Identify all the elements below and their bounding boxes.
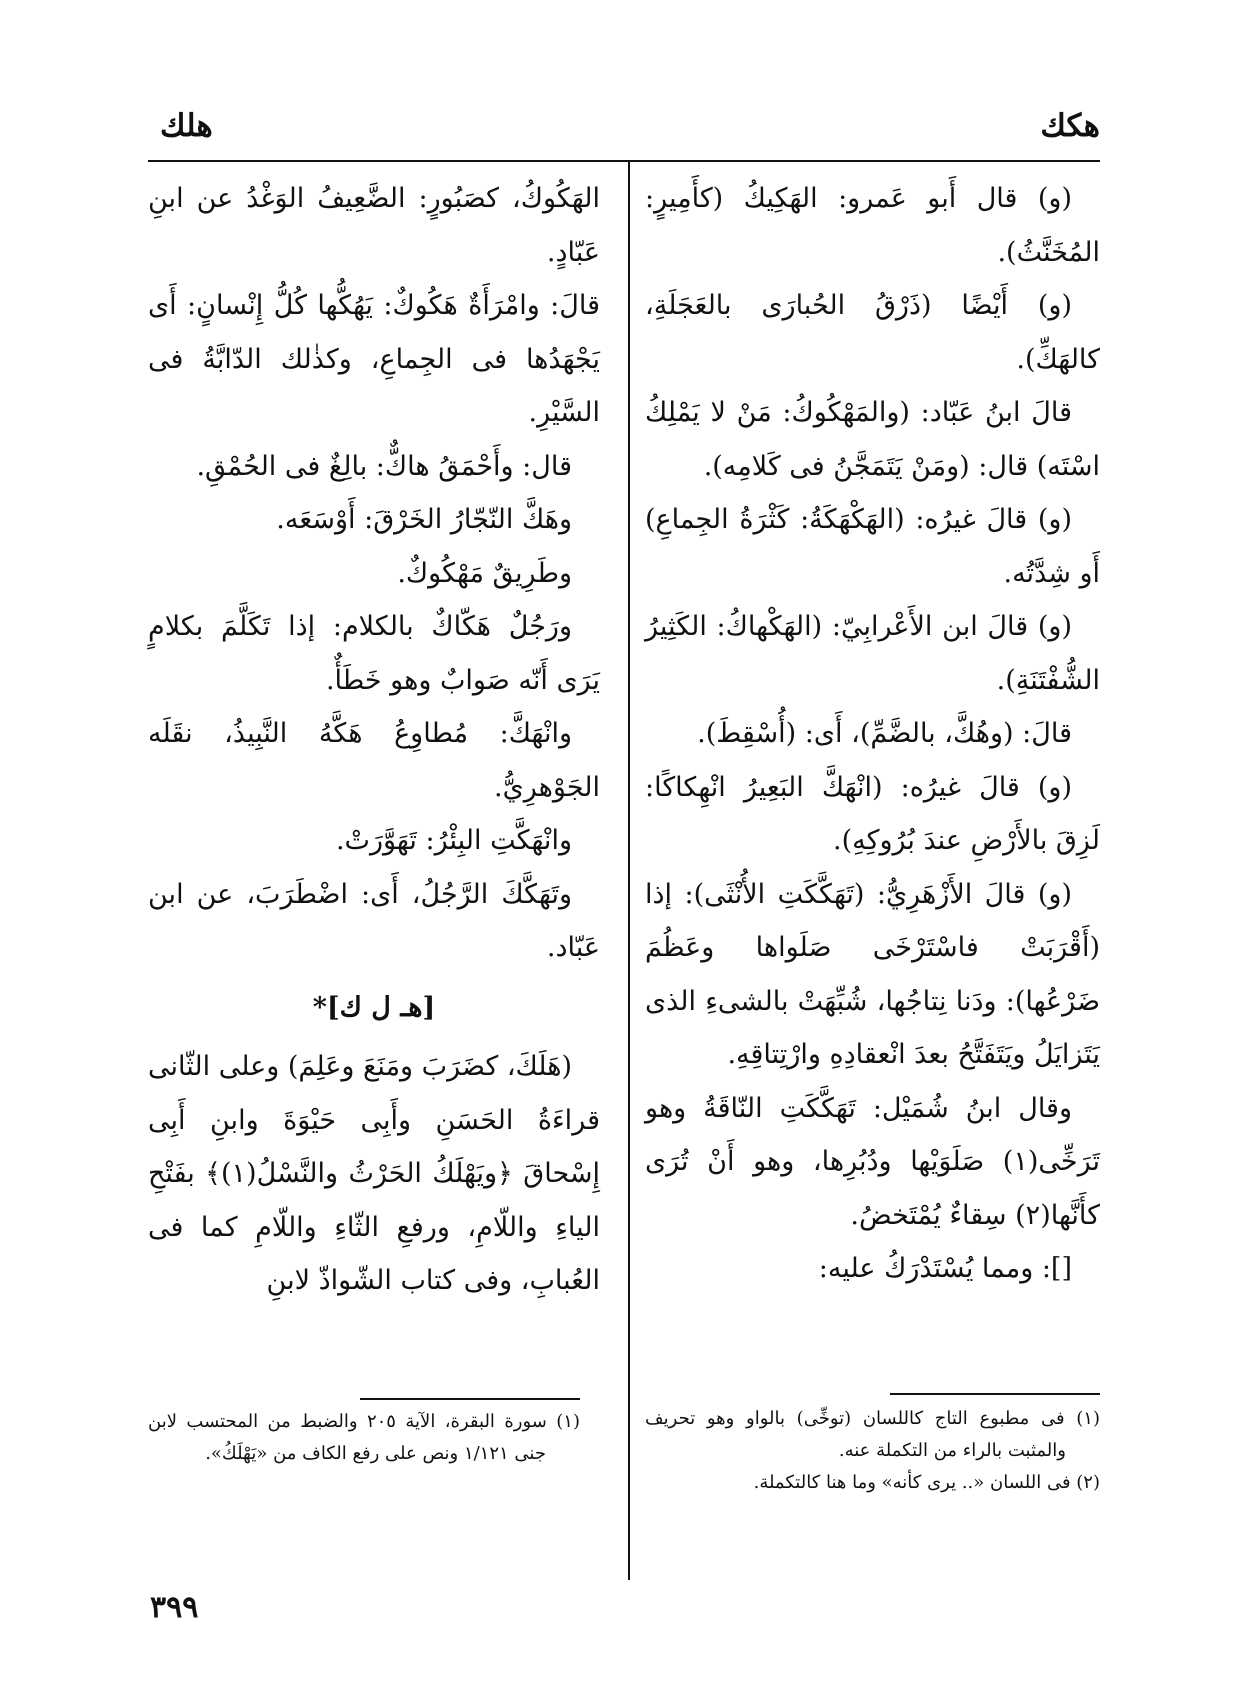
entry-paragraph: وطَرِيقٌ مَهْكُوكٌ. [397,557,572,589]
entry-paragraph: قال: وأَحْمَقُ هاكٌّ: بالِغٌ فى الحُمْقِ. [196,450,572,482]
footnote-rule-right [890,1393,1100,1395]
entry-paragraph: (و) قالَ غيرُه: (الهَكْهَكَةُ: كَثْرَةُ الجِماعِ) أَو شِدَّتُه. [645,504,1100,589]
entry-paragraph: (و) أَيْضًا (ذَرْقُ الحُبارَى بالعَجَلَةِ، كالهَكِّ). [645,290,1100,375]
entry-paragraph: (و) قالَ الأَزْهَرِيُّ: (تَهَكَّكَتِ الأُنْثَى): إذا (أَقْرَبَتْ فاسْتَرْخَى صَلَواها وعَظُمَ ضَرْعُها): ودَنا نِتاجُها، شُبِّهَتْ بالشىءِ الذى يَتَزايَلُ ويَتَفَتَّحُ بعدَ انْعقادِهِ وارْتِتاقِهِ. [645,878,1100,1070]
left-column [148,172,600,1308]
footnote-rule-left [360,1398,580,1400]
entry-paragraph: وانْهَكَّ: مُطاوِعُ هَكَّهُ النَّبِيذُ، نقَلَه الجَوْهرِيُّ. [148,718,600,803]
running-header-left: هلك [160,108,213,144]
footnotes-right [645,1403,1100,1499]
footnote: (١) سورة البقرة، الآية ٢٠٥ والضبط من المحتسب لابن جنى ١/١٢١ ونص على رفع الكاف من «يَهْلَكُ». [148,1411,580,1464]
column-divider [628,162,630,1580]
entry-paragraph: وتَهَكَّكَ الرَّجُلُ، أَى: اضْطَرَبَ، عن ابن عَبّاد. [148,878,600,963]
entry-paragraph: []: ومما يُسْتَدْرَكُ عليه: [818,1253,1072,1284]
entry-paragraph: (و) قال أَبو عَمرو: الهَكِيكُ (كأَمِيرٍ: المُخَنَّثُ). [645,183,1100,268]
right-column [645,172,1100,1296]
page-number: ٣٩٩ [150,1590,199,1625]
entry-paragraph: قالَ: (وهُكَّ، بالضَّمِّ)، أَى: (أُسْقِطَ). [697,718,1072,749]
section-heading: [هـ ل ك]* [312,991,436,1023]
entry-paragraph: الهَكُوكُ، كصَبُورٍ: الضَّعِيفُ الوَغْدُ عن ابنِ عَبّادٍ. [148,183,600,268]
footnotes-left [148,1406,580,1470]
entry-paragraph: وانْهَكَّتِ البِئْرُ: تَهَوَّرَتْ. [335,825,572,856]
entry-paragraph: قالَ: وامْرَأَةٌ هَكُوكٌ: يَهُكُّها كُلُّ إِنْسانٍ: أَى يَجْهَدُها فى الجِماعِ، وكذٰلك الدّابَّةُ فى السَّيْرِ. [148,290,600,428]
entry-paragraph: (هَلَكَ، كضَرَبَ ومَنَعَ وعَلِمَ) وعلى الثّانى قراءَةُ الحَسَنِ وأَبِى حَيْوَةَ وابنِ أَبِى إِسْحاقَ ﴿ويَهْلَكُ الحَرْثُ والنَّسْلُ(١)﴾ بفَتْحِ الياءِ واللّامِ، ورفعِ الثّاءِ واللّامِ كما فى العُبابِ، وفى كتاب الشّواذّ لابنِ [148,1051,600,1296]
entry-paragraph: ورَجُلٌ هَكّاكٌ بالكلام: إذا تَكَلَّمَ بكلامٍ يَرَى أَنّه صَوابٌ وهو خَطَأٌ. [148,611,600,696]
entry-paragraph: (و) قالَ غيرُه: (انْهَكَّ البَعِيرُ انْهِكاكًا: لَزِقَ بالأَرْضِ عندَ بُرُوكِهِ). [645,771,1100,856]
footnote: (٢) فى اللسان «.. يرى كأنه» وما هنا كالتكملة. [753,1472,1100,1493]
entry-paragraph: قالَ ابنُ عَبّاد: (والمَهْكُوكُ: مَنْ لا يَمْلِكُ اسْتَه) قال: (ومَنْ يَتَمَجَّنُ فى كَلامِه). [645,397,1100,482]
entry-paragraph: وهَكَّ النّجّارُ الخَرْقَ: أَوْسَعَه. [276,504,572,535]
entry-paragraph: (و) قالَ ابن الأَعْرابِيّ: (الهَكْهاكُ: الكَثِيرُ الشُّفْتَنَةِ). [645,611,1100,696]
footnote: (١) فى مطبوع التاج كاللسان (توخِّى) بالواو وهو تحريف والمثبت بالراء من التكملة عنه. [645,1408,1100,1461]
entry-paragraph: وقال ابنُ شُمَيْل: تَهَكَّكَتِ النّاقَةُ وهو تَرَخِّى(١) صَلَوَيْها ودُبُرِها، وهو أَنْ تُرَى كأَنَّها(٢) سِقاءٌ يُمْتَخضُ. [645,1092,1100,1231]
running-header-right: هكك [1040,108,1100,144]
header-rule [148,160,1100,162]
